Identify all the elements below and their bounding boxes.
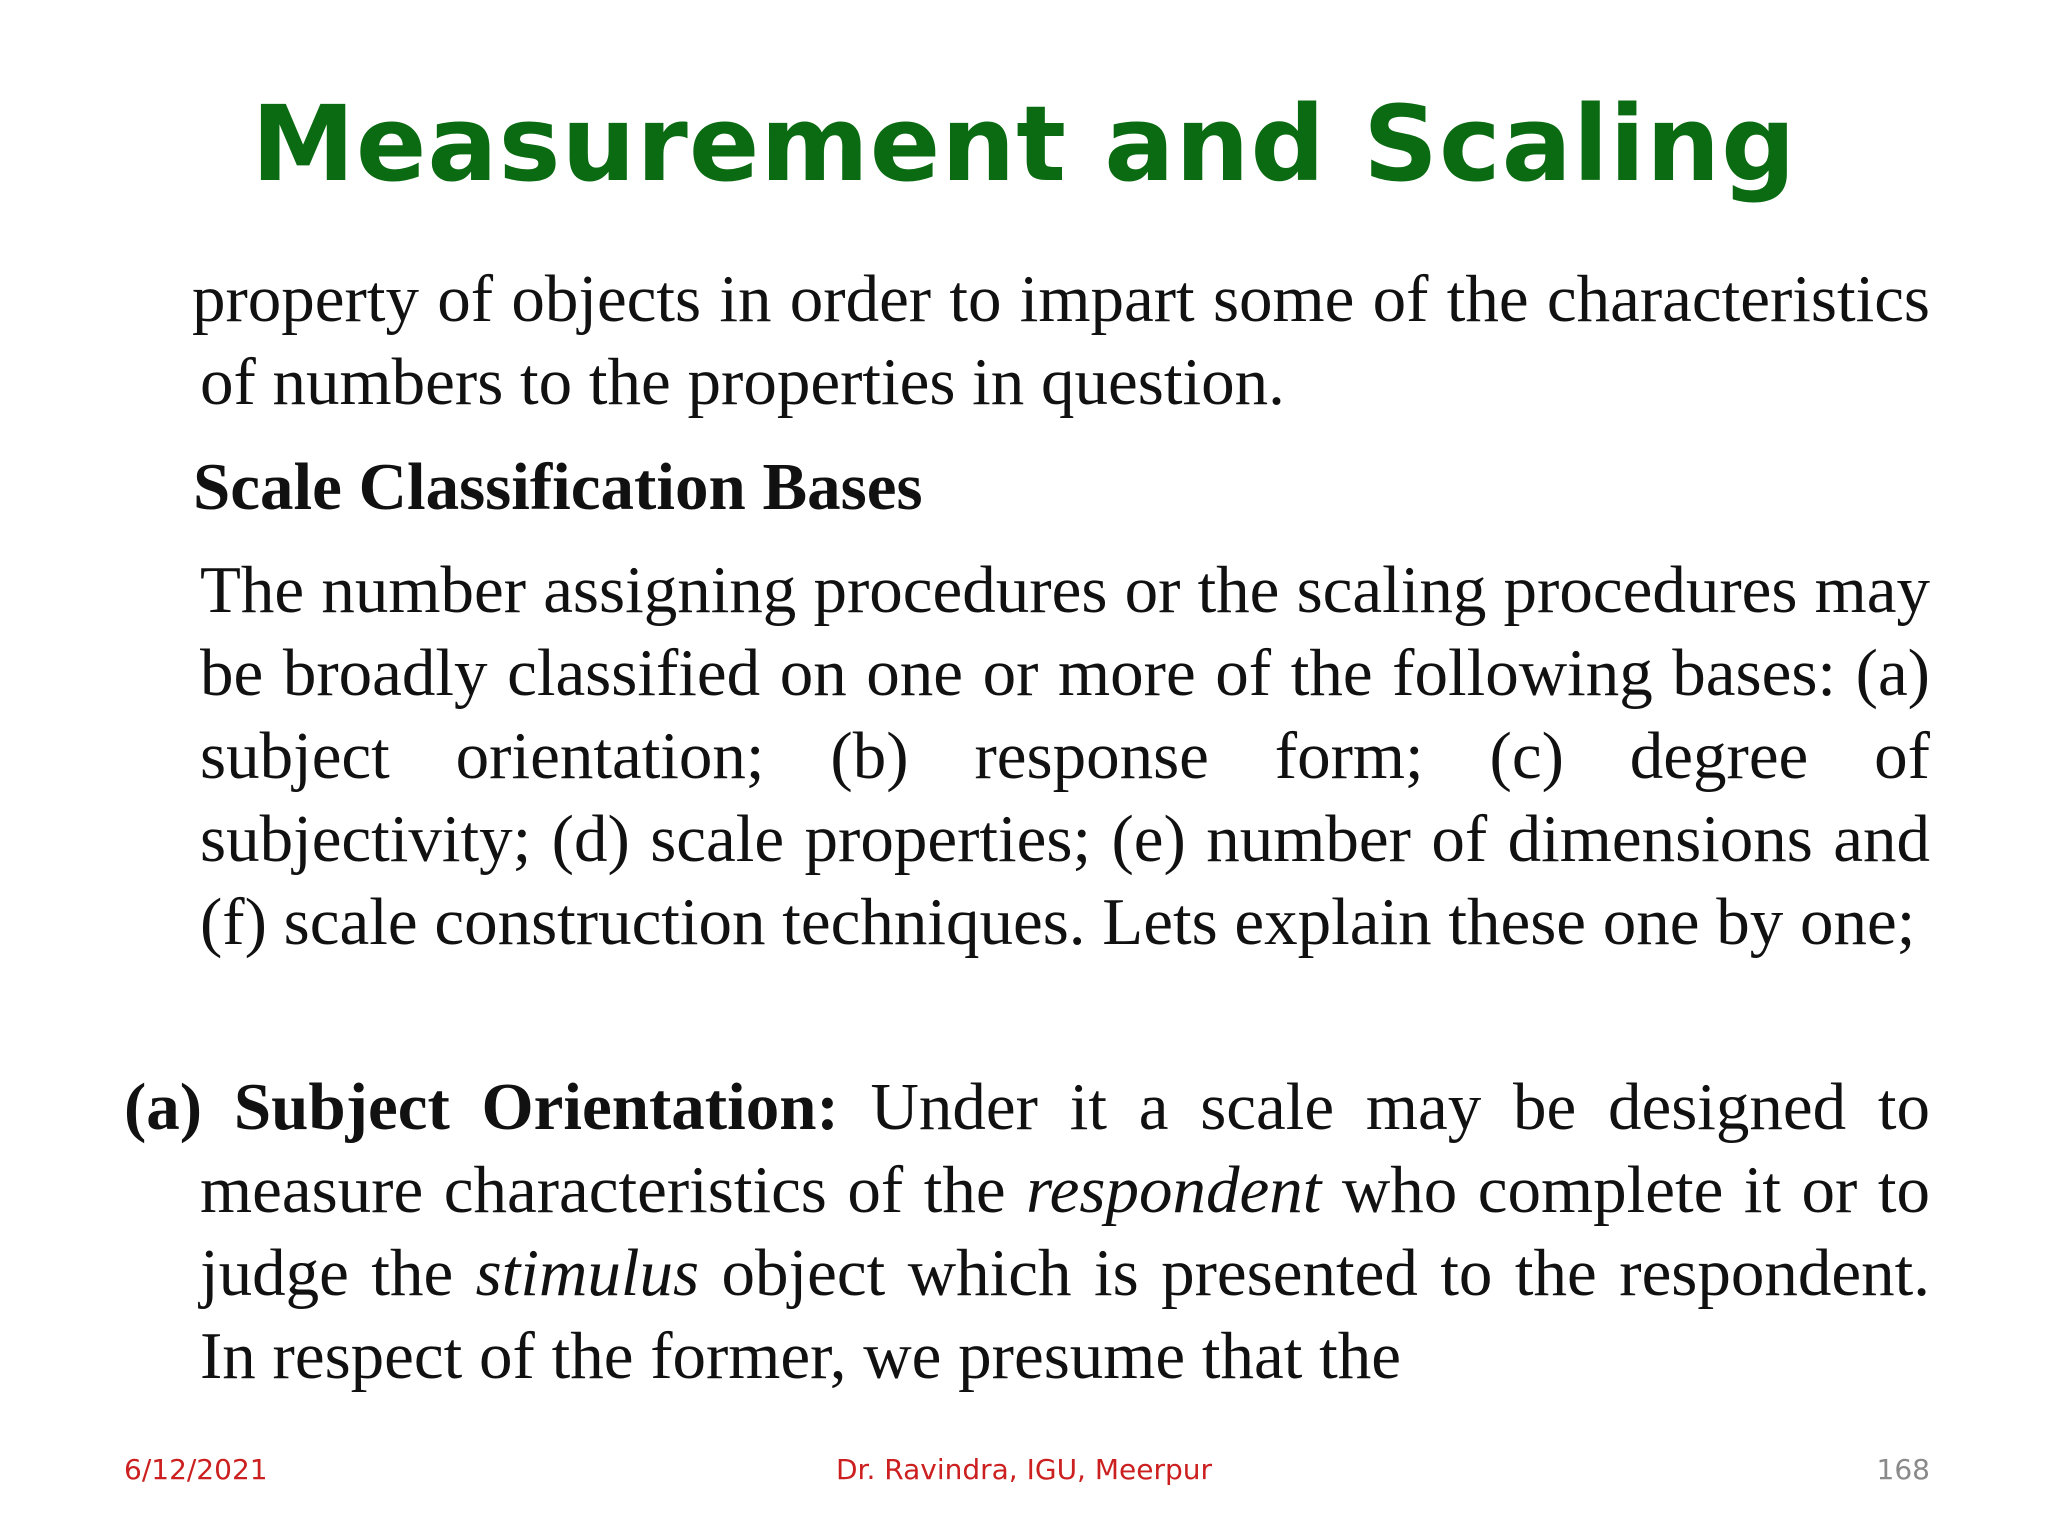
footer-date: 6/12/2021 (124, 1453, 268, 1486)
main-paragraph: The number assigning procedures or the scaling procedures may be broadly classified on one or more of the following bases: (a) subject orientation; (b) response form; (c) degree of subjectivity; (d) scale properties; (e) number of dimensions and (f) scale construction techniques. Lets explain these one by one; (200, 553, 1930, 959)
item-label: (a) Subject Orientation: (124, 1070, 839, 1144)
item-text-part-3: object which is presented to the respondent. In respect of the former, we presume that the (200, 1236, 1930, 1393)
item-italic-stimulus: stimulus (475, 1236, 700, 1310)
section-heading: Scale Classification Bases (193, 450, 923, 524)
item-text-part-2: who complete it or to judge the (200, 1153, 1930, 1310)
item-text-part-1: Under it a scale may be designed to measure characteristics of the (200, 1070, 1930, 1227)
item-italic-respondent: respondent (1026, 1153, 1322, 1227)
list-item-subject-orientation (124, 1066, 1930, 1398)
page-number: 168 (1876, 1453, 1930, 1486)
slide-title: Measurement and Scaling (251, 83, 1797, 205)
intro-paragraph: property of objects in order to impart some of the characteristics of numbers to the properties in question. (192, 262, 1930, 419)
footer-author: Dr. Ravindra, IGU, Meerpur (835, 1453, 1213, 1486)
